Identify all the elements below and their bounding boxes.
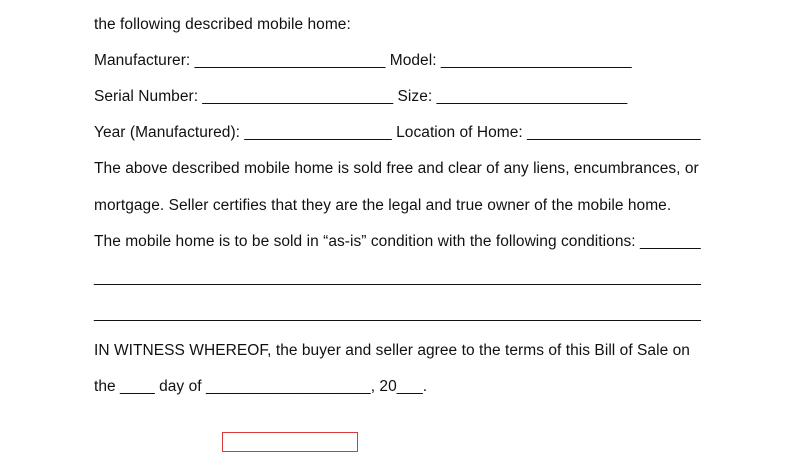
conditions-blank-line: ______________________________________________________________________ [94, 305, 701, 322]
liens-statement: The above described mobile home is sold free and clear of any liens, encumbrances, or [94, 160, 699, 177]
manufacturer-model-field: Manufacturer: ______________________ Model: ______________________ [94, 52, 632, 69]
highlight-box [222, 432, 358, 452]
serial-size-field: Serial Number: ______________________ Size: ______________________ [94, 88, 628, 105]
year-location-field: Year (Manufactured): _________________ Location of Home: ____________________ [94, 124, 701, 141]
conditions-blank-line: ______________________________________________________________________ [94, 269, 701, 286]
date-field: the ____ day of ___________________, 20___. [94, 378, 428, 395]
intro-text: the following described mobile home: [94, 16, 351, 33]
ownership-statement: mortgage. Seller certifies that they are the legal and true owner of the mobile home. [94, 197, 672, 214]
as-is-conditions: The mobile home is to be sold in “as-is” condition with the following conditions: _______ [94, 233, 701, 250]
witness-statement: IN WITNESS WHEREOF, the buyer and seller agree to the terms of this Bill of Sale on [94, 342, 690, 359]
